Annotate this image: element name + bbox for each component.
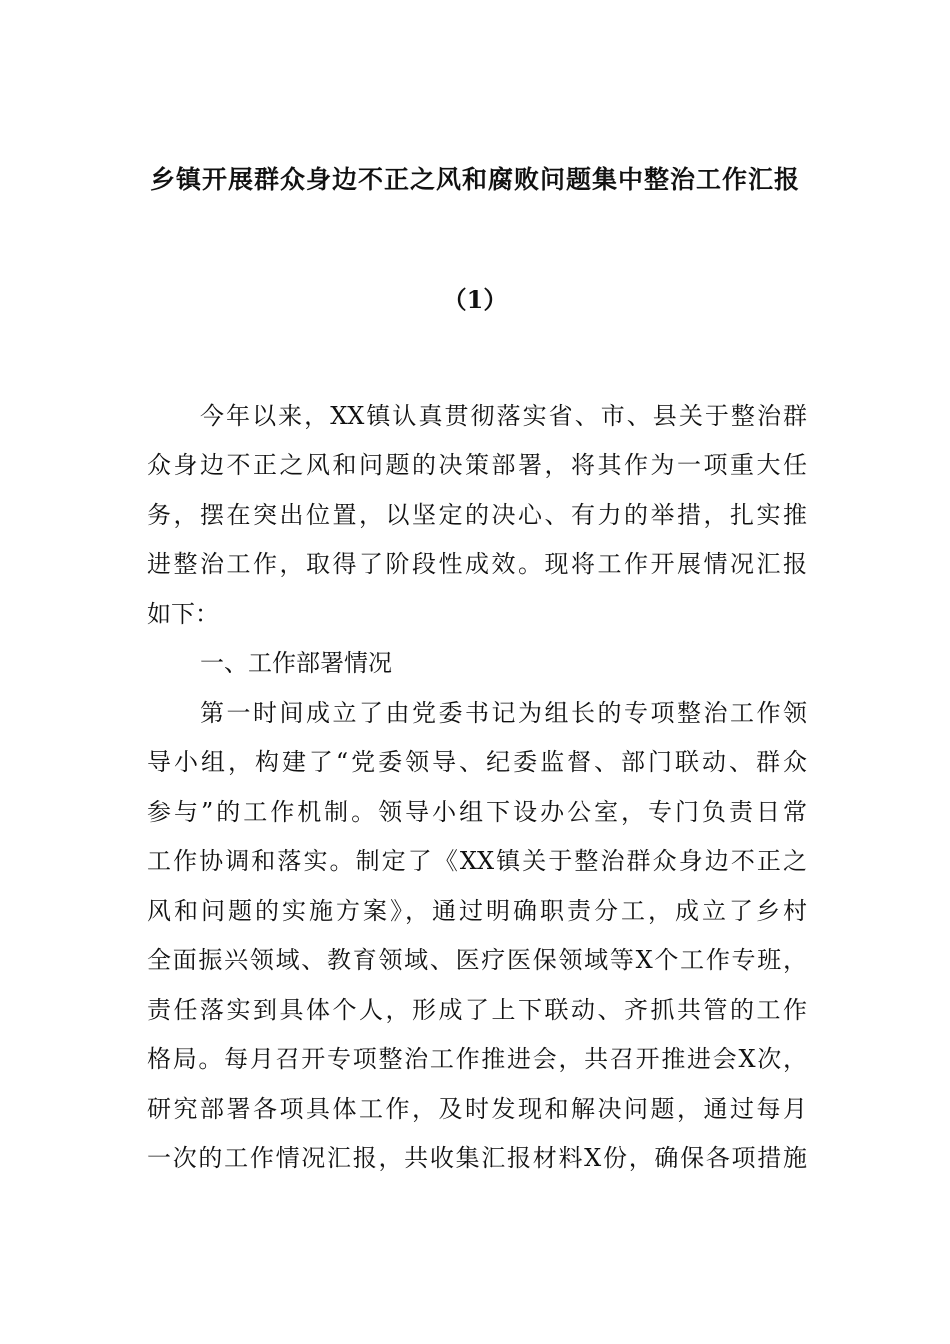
paragraph-2-line-3: 参与”的工作机制。领导小组下设办公室，专门负责日常 — [147, 798, 807, 826]
paragraph-2-line-8: 格局。每月召开专项整治工作推进会，共召开推进会X次， — [147, 1045, 807, 1073]
paragraph-1-line-3: 务，摆在突出位置，以坚定的决心、有力的举措，扎实推 — [147, 501, 807, 529]
paragraph-2-line-1: 第一时间成立了由党委书记为组长的专项整治工作领 — [200, 699, 807, 727]
paragraph-2-line-6: 全面振兴领域、教育领域、医疗医保领域等X个工作专班， — [147, 946, 807, 974]
section-heading-1: 一、工作部署情况 — [200, 649, 392, 677]
paragraph-2-line-10: 一次的工作情况汇报，共收集汇报材料X份，确保各项措施 — [147, 1144, 807, 1172]
paragraph-2-line-2: 导小组，构建了“党委领导、纪委监督、部门联动、群众 — [147, 748, 807, 776]
paragraph-1-line-1: 今年以来，XX镇认真贯彻落实省、市、县关于整治群 — [200, 402, 807, 430]
paragraph-2-line-9: 研究部署各项具体工作，及时发现和解决问题，通过每月 — [147, 1095, 807, 1123]
paragraph-2-line-4: 工作协调和落实。制定了《XX镇关于整治群众身边不正之 — [147, 847, 807, 875]
paragraph-1-line-4: 进整治工作，取得了阶段性成效。现将工作开展情况汇报 — [147, 550, 807, 578]
paragraph-1-line-2: 众身边不正之风和问题的决策部署，将其作为一项重大任 — [147, 451, 807, 479]
paragraph-2-line-7: 责任落实到具体个人，形成了上下联动、齐抓共管的工作 — [147, 996, 807, 1024]
paragraph-1-line-5: 如下： — [147, 600, 219, 628]
document-title: 乡镇开展群众身边不正之风和腐败问题集中整治工作汇报 — [149, 165, 800, 194]
paragraph-2-line-5: 风和问题的实施方案》，通过明确职责分工，成立了乡村 — [147, 897, 807, 925]
document-subtitle: （1） — [442, 285, 508, 314]
